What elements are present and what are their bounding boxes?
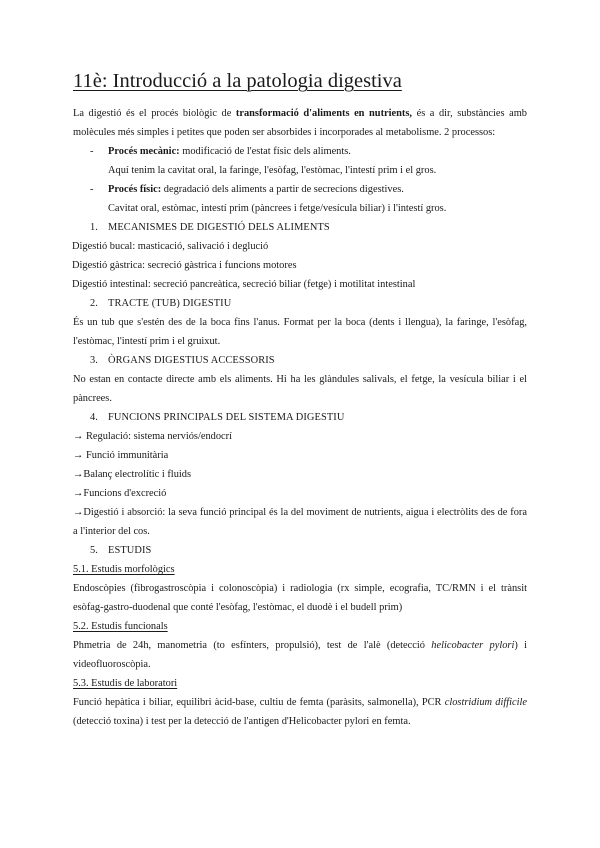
section-heading-3 (73, 351, 527, 370)
page-title: 11è: Introducció a la patologia digestiva (73, 70, 402, 92)
section-title: FUNCIONS PRINCIPALS DEL SISTEMA DIGESTIU (108, 412, 345, 423)
section-title: TRACTE (TUB) DIGESTIU (108, 298, 232, 309)
section-1-lines (72, 237, 527, 294)
list-item: → Funció immunitària (73, 450, 169, 461)
section-2-text: És un tub que s'estén des de la boca fins l'anus. Format per la boca (dents i llengua), la faringe, l'esòfag, l'estòmac, l'intestí prim i el gruixut. (73, 317, 527, 347)
section-heading-4 (73, 408, 527, 427)
list-item: Digestió bucal: masticació, salivació i deglució (72, 241, 269, 252)
process-item-mechanical (73, 142, 527, 161)
subsection-title: 5.2. Estudis funcionals (73, 621, 168, 632)
section-heading-2 (73, 294, 527, 313)
section-heading-5 (73, 541, 527, 560)
subsection-text: Endoscòpies (fibrogastroscòpia i colonoscòpia) i radiologia (rx simple, ecografia, TC/RMN i el trànsit esòfag-gastro-duodenal que conté l'esòfag, l'estòmac, el duodè i el budell prim) (73, 583, 527, 613)
species-name: helicobacter pylori (431, 640, 515, 651)
intro-text-start: La digestió és el procés biològic de (73, 108, 236, 119)
section-title: MECANISMES DE DIGESTIÓ DELS ALIMENTS (108, 222, 330, 233)
section-number: 4. (90, 412, 98, 423)
section-number: 3. (90, 355, 98, 366)
process-desc: modificació de l'estat físic dels aliments. (179, 146, 351, 157)
section-number: 5. (90, 545, 98, 556)
process-name: Procés físic: (108, 184, 162, 195)
list-item: → Regulació: sistema nerviós/endocrí (73, 431, 232, 442)
section-title: ESTUDIS (108, 545, 152, 556)
process-name: Procés mecànic: (108, 146, 180, 157)
section-number: 2. (90, 298, 98, 309)
subsection-title: 5.1. Estudis morfològics (73, 564, 175, 575)
subsection-title: 5.3. Estudis de laboratori (73, 678, 178, 689)
list-item: Digestió gàstrica: secreció gàstrica i funcions motores (72, 260, 297, 271)
bullet-dash: - (90, 184, 94, 195)
process-detail-physical: Cavitat oral, estòmac, intestí prim (pàncrees i fetge/vesícula biliar) i l'intestí gros. (108, 203, 447, 214)
process-desc: degradació dels aliments a partir de secrecions digestives. (161, 184, 404, 195)
intro-paragraph (73, 104, 527, 142)
bullet-dash: - (90, 146, 94, 157)
document-body (73, 104, 527, 731)
process-detail-mechanical: Aquí tenim la cavitat oral, la faringe, l'esòfag, l'estòmac, l'intestí prim i el gros. (108, 165, 437, 176)
subsection-text: Phmetria de 24h, manometria (to esfínters, propulsió), test de l'alè (detecció helicobacter pylori) i videofluoroscòpia. (73, 640, 527, 670)
intro-bold-term: transformació d'aliments en nutrients, (235, 108, 413, 119)
list-item: →Balanç electrolític i fluids (73, 469, 192, 480)
list-item: →Digestió i absorció: la seva funció principal és la del moviment de nutrients, aigua i electròlits des de fora a l'interior del cos. (73, 507, 527, 537)
section-3-text: No estan en contacte directe amb els aliments. Hi ha les glàndules salivals, el fetge, la vesícula biliar i el pàncrees. (73, 374, 527, 404)
list-item: →Funcions d'excreció (73, 488, 167, 499)
intro-text-end: és a dir, substàncies amb molècules més simples i petites que poden ser absorbides i incorporades al metabolisme. 2 processos: (73, 108, 528, 138)
section-heading-1 (73, 218, 527, 237)
process-item-physical (73, 180, 527, 199)
species-name: clostridium difficile (444, 697, 527, 708)
section-title: ÒRGANS DIGESTIUS ACCESSORIS (108, 355, 275, 366)
section-number: 1. (90, 222, 98, 233)
subsection-text: Funció hepàtica i biliar, equilibri àcid-base, cultiu de femta (paràsits, salmonella), PCR clostridium difficile (detecció toxina) i test per la detecció de l'antigen d'Helicobacter pylori en femta. (73, 697, 527, 727)
list-item: Digestió intestinal: secreció pancreàtica, secreció biliar (fetge) i motilitat intestinal (72, 279, 416, 290)
